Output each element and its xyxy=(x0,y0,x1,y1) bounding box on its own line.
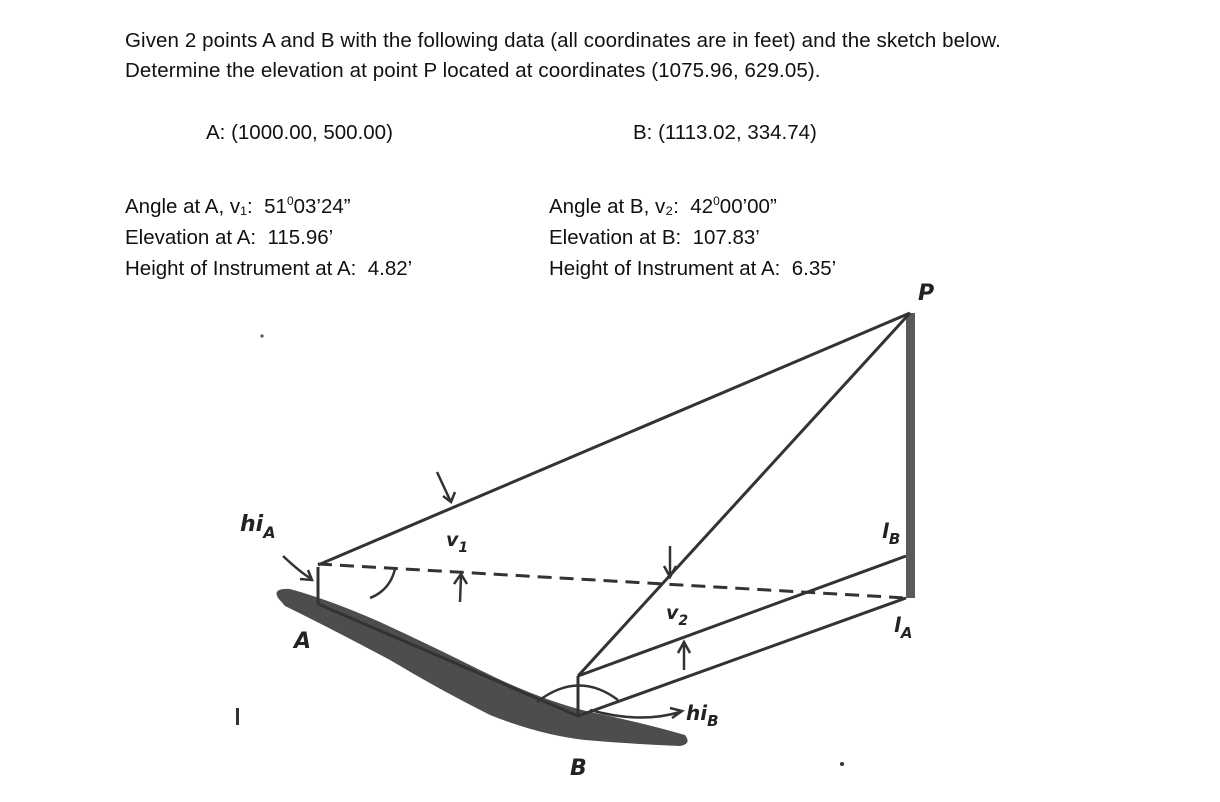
arrow-v2 xyxy=(678,642,690,670)
label-v1: $v_1$ xyxy=(446,529,469,556)
angle-a-degrees: 51 xyxy=(264,195,287,218)
elevation-a-label: Elevation at A: xyxy=(125,226,257,249)
angle-a-label: Angle at A, v₁: xyxy=(125,195,253,218)
elevation-b-value: 107.83’ xyxy=(692,226,760,249)
label-b: B xyxy=(570,756,587,781)
angle-arc-v1 xyxy=(370,569,395,598)
coordinate-b: B: (1113.02, 334.74) xyxy=(633,121,817,144)
elevation-a-value: 115.96’ xyxy=(267,226,334,249)
stray-dot xyxy=(260,334,263,337)
sight-line-b-to-p xyxy=(578,313,913,676)
hi-a-value: 4.82’ xyxy=(367,257,413,280)
stray-mark xyxy=(236,708,239,725)
rod-at-p xyxy=(906,313,915,598)
label-l-b: $l_B$ xyxy=(882,519,901,548)
angle-a-minutes-seconds: 03’24” xyxy=(293,195,351,218)
sight-line-a-to-p xyxy=(318,313,910,565)
problem-line-1: Given 2 points A and B with the following data (all coordinates are in feet) and the sketch below. xyxy=(125,29,1001,52)
coordinate-a: A: (1000.00, 500.00) xyxy=(206,121,393,144)
angle-b-minutes-seconds: 00’00” xyxy=(719,195,777,218)
arrow-sight-a xyxy=(437,472,455,502)
arrow-v1 xyxy=(454,574,467,602)
hi-a-label: Height of Instrument at A: xyxy=(125,257,357,280)
angle-b-degrees: 42 xyxy=(690,195,714,218)
label-p: P xyxy=(918,281,935,306)
degree-symbol: 0 xyxy=(286,194,294,208)
stray-dot xyxy=(840,762,844,766)
hi-b-value: 6.35’ xyxy=(791,257,837,280)
label-hi-b: $hi_B$ xyxy=(686,701,719,730)
elevation-b-label: Elevation at B: xyxy=(549,226,682,249)
label-a: A xyxy=(294,629,312,654)
problem-line-2: Determine the elevation at point P located at coordinates (1075.96, 629.05). xyxy=(125,59,821,82)
angle-b-label: Angle at B, v₂: xyxy=(549,195,679,218)
degree-symbol: 0 xyxy=(713,194,720,208)
label-hi-a: $hi_A$ xyxy=(240,512,276,542)
horizontal-line-a xyxy=(318,564,906,598)
hi-b-label: Height of Instrument at A: xyxy=(549,257,781,280)
label-v2: $v_2$ xyxy=(666,602,689,629)
label-l-a: $l_A$ xyxy=(894,613,913,642)
arrow-hia xyxy=(283,556,312,580)
